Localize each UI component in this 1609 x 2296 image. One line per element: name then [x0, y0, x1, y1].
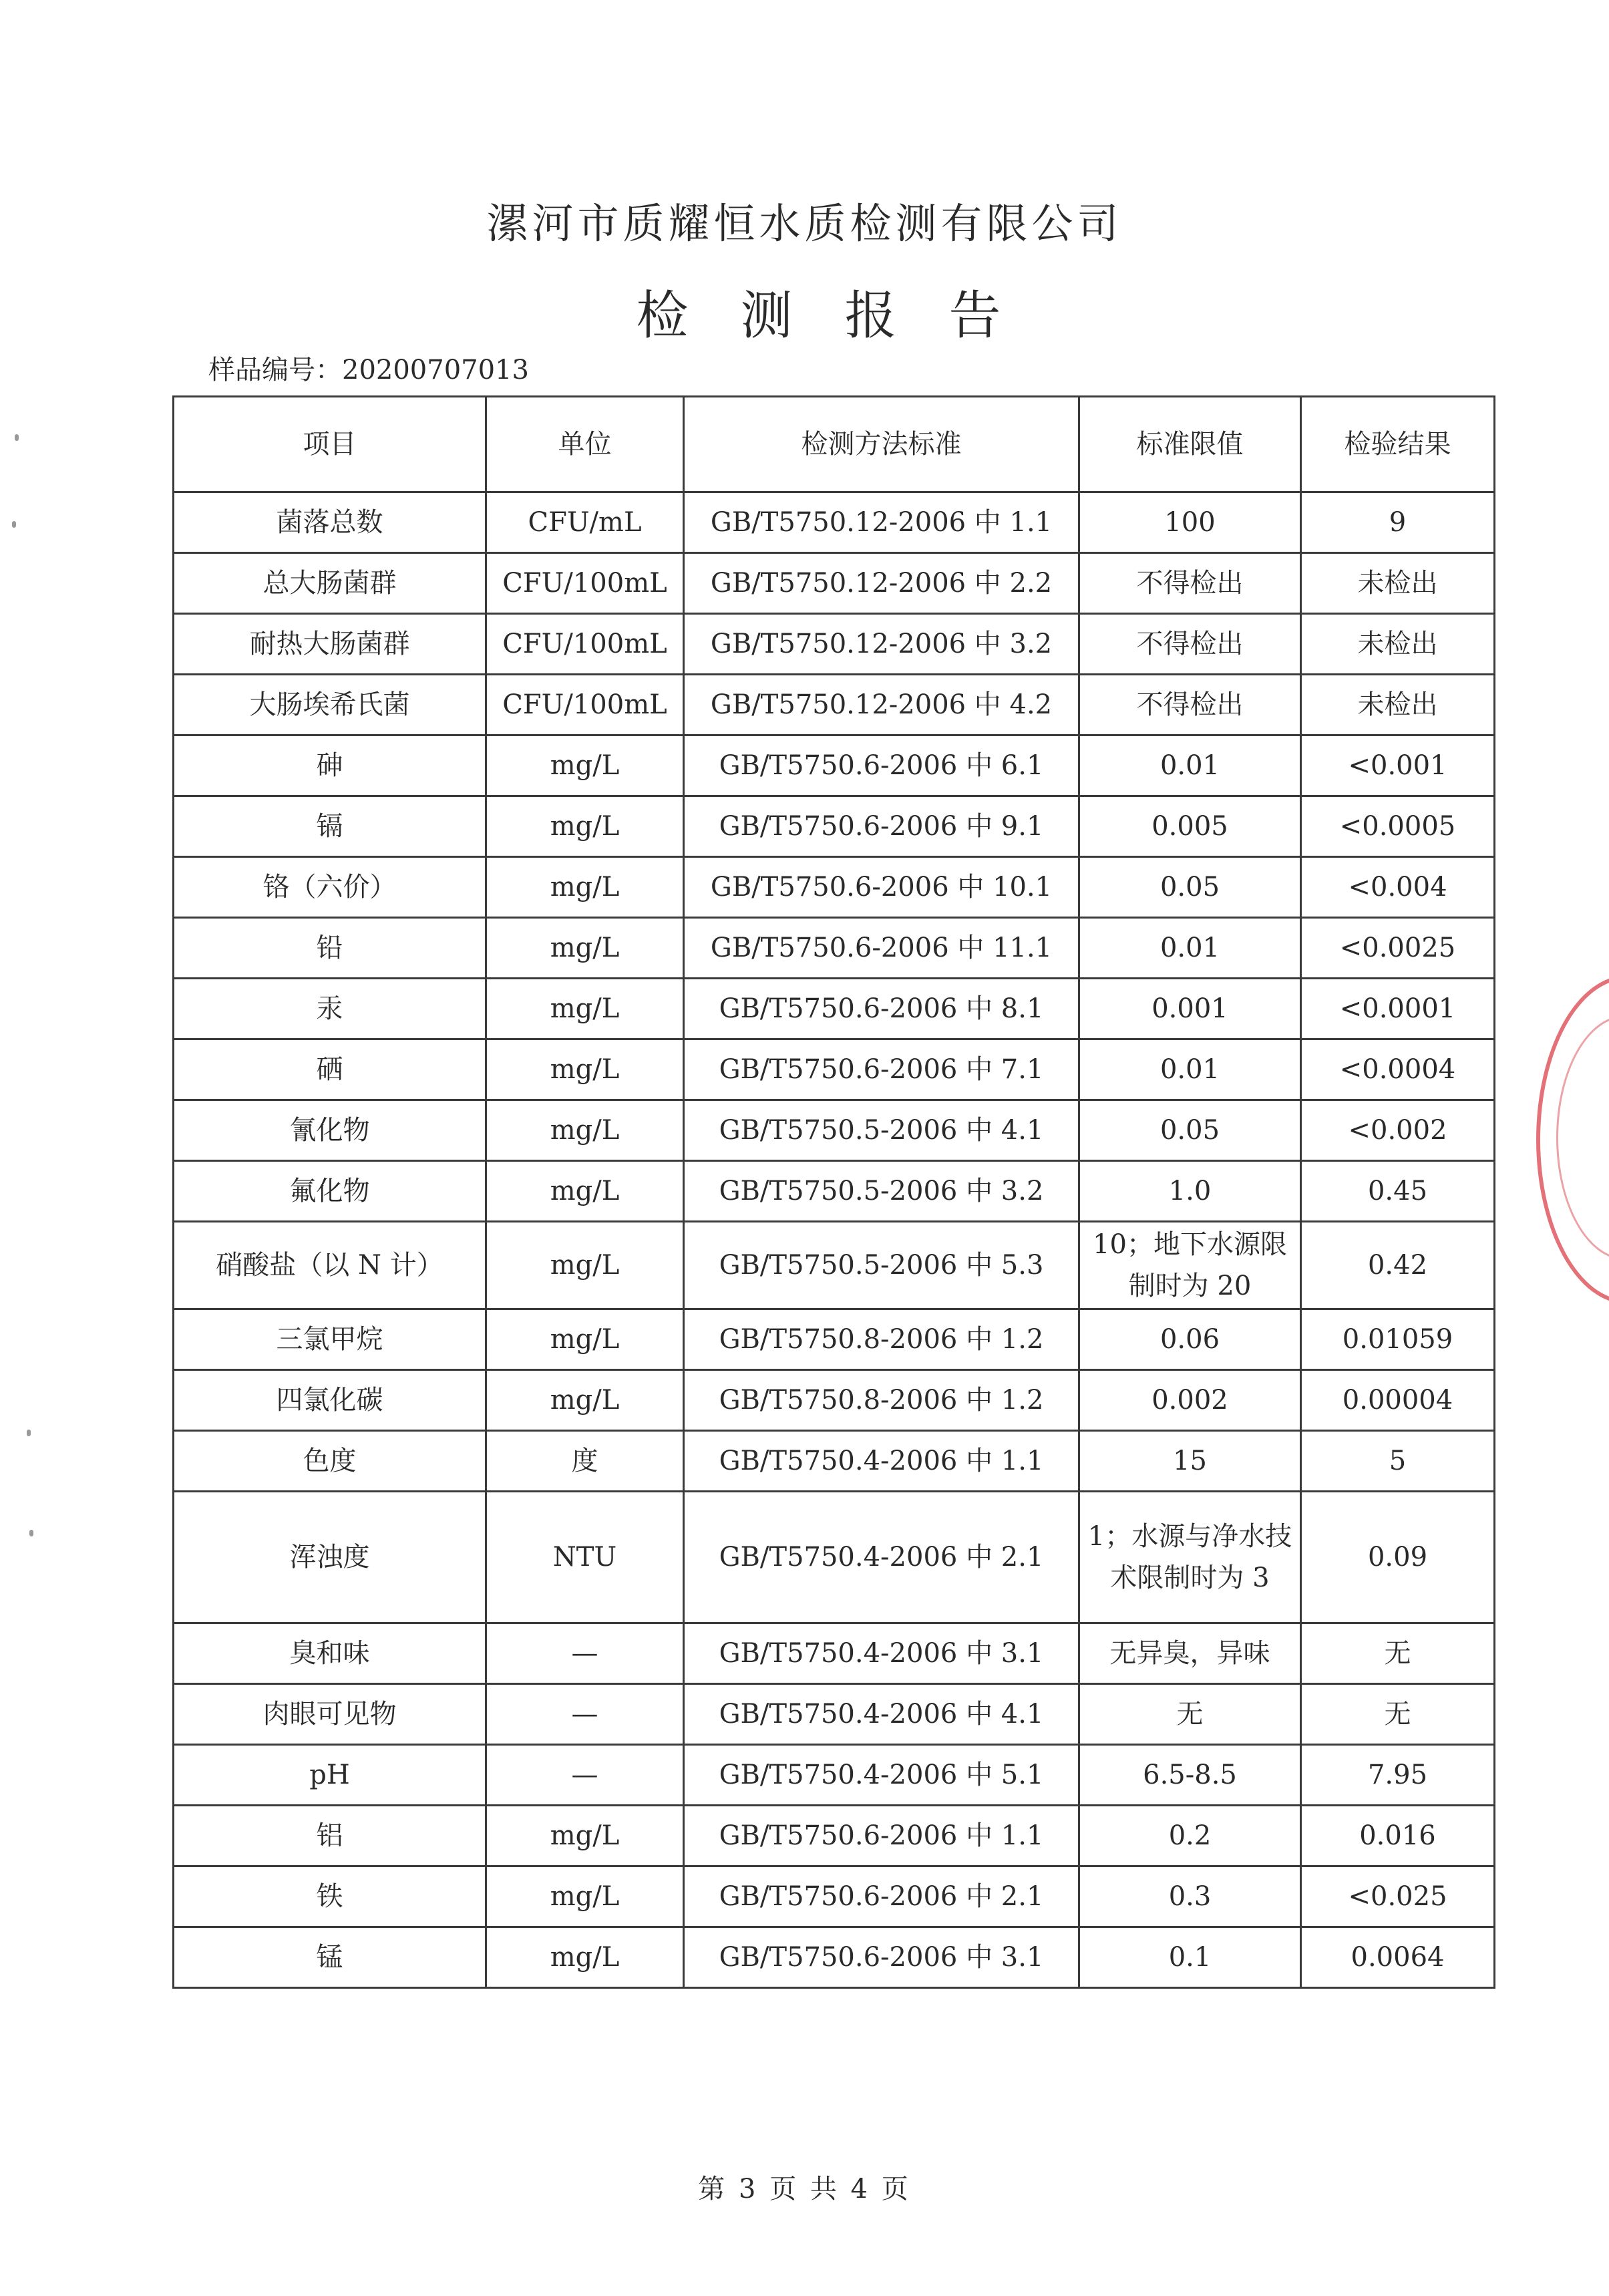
cell-result: 0.016 [1301, 1806, 1495, 1866]
cell-limit: 15 [1079, 1431, 1301, 1492]
table-row [174, 1431, 1495, 1492]
cell-limit: 0.002 [1079, 1370, 1301, 1431]
cell-method: GB/T5750.6-2006 中 3.1 [684, 1927, 1079, 1988]
cell-item: 氟化物 [174, 1161, 486, 1222]
cell-item: 四氯化碳 [174, 1370, 486, 1431]
table-row [174, 918, 1495, 979]
cell-method: GB/T5750.12-2006 中 2.2 [684, 553, 1079, 614]
test-results-table [172, 395, 1495, 1989]
cell-result: 未检出 [1301, 675, 1495, 735]
table-row [174, 1161, 1495, 1222]
cell-unit: mg/L [486, 1100, 684, 1161]
table-row [174, 979, 1495, 1039]
cell-method: GB/T5750.6-2006 中 11.1 [684, 918, 1079, 979]
cell-result: 0.09 [1301, 1492, 1495, 1623]
cell-limit: 0.005 [1079, 796, 1301, 857]
table-row [174, 1866, 1495, 1927]
cell-item: 镉 [174, 796, 486, 857]
table-row [174, 735, 1495, 796]
cell-item: 色度 [174, 1431, 486, 1492]
cell-item: 铝 [174, 1806, 486, 1866]
cell-item: 肉眼可见物 [174, 1684, 486, 1745]
table-row [174, 1039, 1495, 1100]
cell-unit: CFU/100mL [486, 675, 684, 735]
cell-method: GB/T5750.4-2006 中 1.1 [684, 1431, 1079, 1492]
cell-limit: 不得检出 [1079, 675, 1301, 735]
cell-result: 7.95 [1301, 1745, 1495, 1806]
cell-result: <0.004 [1301, 857, 1495, 918]
scan-speck [12, 521, 16, 528]
cell-item: 浑浊度 [174, 1492, 486, 1623]
table-row [174, 1492, 1495, 1623]
sample-number-value: 20200707013 [342, 355, 529, 385]
cell-limit: 0.001 [1079, 979, 1301, 1039]
cell-limit: 不得检出 [1079, 553, 1301, 614]
table-header-row [174, 397, 1495, 492]
cell-item: 汞 [174, 979, 486, 1039]
cell-item: 耐热大肠菌群 [174, 614, 486, 675]
table-row [174, 1370, 1495, 1431]
cell-unit: — [486, 1623, 684, 1684]
cell-limit: 0.01 [1079, 1039, 1301, 1100]
cell-unit: mg/L [486, 918, 684, 979]
cell-unit: mg/L [486, 1222, 684, 1309]
cell-limit: 0.06 [1079, 1309, 1301, 1370]
cell-unit: mg/L [486, 1161, 684, 1222]
cell-method: GB/T5750.12-2006 中 1.1 [684, 492, 1079, 553]
cell-unit: mg/L [486, 1039, 684, 1100]
cell-result: 0.00004 [1301, 1370, 1495, 1431]
table-row [174, 1623, 1495, 1684]
cell-unit: mg/L [486, 1806, 684, 1866]
cell-limit: 0.3 [1079, 1866, 1301, 1927]
cell-result: 无 [1301, 1623, 1495, 1684]
cell-method: GB/T5750.4-2006 中 5.1 [684, 1745, 1079, 1806]
cell-result: 未检出 [1301, 553, 1495, 614]
table-row [174, 1927, 1495, 1988]
header-limit: 标准限值 [1079, 397, 1301, 492]
cell-item: 大肠埃希氏菌 [174, 675, 486, 735]
table-row [174, 1222, 1495, 1309]
cell-item: pH [174, 1745, 486, 1806]
cell-unit: CFU/100mL [486, 553, 684, 614]
cell-result: 0.45 [1301, 1161, 1495, 1222]
table-row [174, 553, 1495, 614]
page-number: 第 3 页 共 4 页 [698, 2174, 911, 2204]
scan-speck [15, 434, 19, 441]
header-item: 项目 [174, 397, 486, 492]
cell-method: GB/T5750.6-2006 中 6.1 [684, 735, 1079, 796]
scan-speck [27, 1430, 31, 1436]
cell-limit: 6.5-8.5 [1079, 1745, 1301, 1806]
cell-method: GB/T5750.6-2006 中 10.1 [684, 857, 1079, 918]
cell-unit: — [486, 1684, 684, 1745]
cell-item: 砷 [174, 735, 486, 796]
cell-method: GB/T5750.8-2006 中 1.2 [684, 1309, 1079, 1370]
cell-result: <0.0005 [1301, 796, 1495, 857]
cell-result: 9 [1301, 492, 1495, 553]
cell-limit: 10；地下水源限制时为 20 [1079, 1222, 1301, 1309]
table-body [174, 492, 1495, 1988]
table-row [174, 675, 1495, 735]
cell-limit: 1；水源与净水技术限制时为 3 [1079, 1492, 1301, 1623]
cell-item: 三氯甲烷 [174, 1309, 486, 1370]
cell-method: GB/T5750.12-2006 中 3.2 [684, 614, 1079, 675]
cell-limit: 0.05 [1079, 857, 1301, 918]
cell-result: 无 [1301, 1684, 1495, 1745]
table-row [174, 1684, 1495, 1745]
cell-unit: mg/L [486, 1309, 684, 1370]
header-unit: 单位 [486, 397, 684, 492]
cell-unit: 度 [486, 1431, 684, 1492]
company-name: 漯河市质耀恒水质检测有限公司 [486, 199, 1123, 248]
cell-unit: NTU [486, 1492, 684, 1623]
cell-item: 铁 [174, 1866, 486, 1927]
cell-item: 氰化物 [174, 1100, 486, 1161]
cell-result: <0.002 [1301, 1100, 1495, 1161]
cell-item: 硝酸盐（以 N 计） [174, 1222, 486, 1309]
cell-item: 铅 [174, 918, 486, 979]
cell-item: 菌落总数 [174, 492, 486, 553]
cell-method: GB/T5750.4-2006 中 4.1 [684, 1684, 1079, 1745]
cell-unit: mg/L [486, 979, 684, 1039]
cell-item: 臭和味 [174, 1623, 486, 1684]
header-result: 检验结果 [1301, 397, 1495, 492]
cell-limit: 不得检出 [1079, 614, 1301, 675]
cell-method: GB/T5750.6-2006 中 8.1 [684, 979, 1079, 1039]
table-row [174, 1309, 1495, 1370]
cell-unit: mg/L [486, 1866, 684, 1927]
cell-result: 未检出 [1301, 614, 1495, 675]
report-title: 检测报告 [636, 286, 1053, 346]
cell-method: GB/T5750.5-2006 中 4.1 [684, 1100, 1079, 1161]
cell-unit: mg/L [486, 857, 684, 918]
cell-item: 总大肠菌群 [174, 553, 486, 614]
cell-unit: CFU/mL [486, 492, 684, 553]
cell-limit: 0.05 [1079, 1100, 1301, 1161]
cell-method: GB/T5750.8-2006 中 1.2 [684, 1370, 1079, 1431]
table-row [174, 492, 1495, 553]
table-row [174, 614, 1495, 675]
scan-speck [29, 1530, 33, 1536]
table-row [174, 1745, 1495, 1806]
cell-method: GB/T5750.6-2006 中 1.1 [684, 1806, 1079, 1866]
cell-method: GB/T5750.6-2006 中 7.1 [684, 1039, 1079, 1100]
cell-limit: 100 [1079, 492, 1301, 553]
cell-method: GB/T5750.4-2006 中 2.1 [684, 1492, 1079, 1623]
table-row [174, 1806, 1495, 1866]
cell-unit: mg/L [486, 1927, 684, 1988]
cell-item: 锰 [174, 1927, 486, 1988]
cell-result: <0.001 [1301, 735, 1495, 796]
cell-result: <0.0004 [1301, 1039, 1495, 1100]
cell-method: GB/T5750.6-2006 中 9.1 [684, 796, 1079, 857]
cell-item: 硒 [174, 1039, 486, 1100]
cell-limit: 0.2 [1079, 1806, 1301, 1866]
cell-result: 0.42 [1301, 1222, 1495, 1309]
table-row [174, 857, 1495, 918]
cell-limit: 无 [1079, 1684, 1301, 1745]
cell-method: GB/T5750.6-2006 中 2.1 [684, 1866, 1079, 1927]
cell-method: GB/T5750.4-2006 中 3.1 [684, 1623, 1079, 1684]
cell-result: <0.025 [1301, 1866, 1495, 1927]
table-row [174, 1100, 1495, 1161]
cell-method: GB/T5750.5-2006 中 3.2 [684, 1161, 1079, 1222]
cell-result: 0.01059 [1301, 1309, 1495, 1370]
cell-limit: 0.01 [1079, 735, 1301, 796]
cell-unit: mg/L [486, 735, 684, 796]
cell-limit: 0.1 [1079, 1927, 1301, 1988]
cell-result: <0.0025 [1301, 918, 1495, 979]
cell-limit: 0.01 [1079, 918, 1301, 979]
cell-unit: CFU/100mL [486, 614, 684, 675]
cell-result: 0.0064 [1301, 1927, 1495, 1988]
cell-result: 5 [1301, 1431, 1495, 1492]
cell-method: GB/T5750.12-2006 中 4.2 [684, 675, 1079, 735]
cell-unit: — [486, 1745, 684, 1806]
cell-unit: mg/L [486, 1370, 684, 1431]
cell-unit: mg/L [486, 796, 684, 857]
sample-number-label: 样品编号： [208, 355, 342, 385]
header-method: 检测方法标准 [684, 397, 1079, 492]
cell-result: <0.0001 [1301, 979, 1495, 1039]
cell-item: 铬（六价） [174, 857, 486, 918]
sample-number [208, 349, 529, 387]
table-row [174, 796, 1495, 857]
cell-method: GB/T5750.5-2006 中 5.3 [684, 1222, 1079, 1309]
cell-limit: 1.0 [1079, 1161, 1301, 1222]
cell-limit: 无异臭，异味 [1079, 1623, 1301, 1684]
